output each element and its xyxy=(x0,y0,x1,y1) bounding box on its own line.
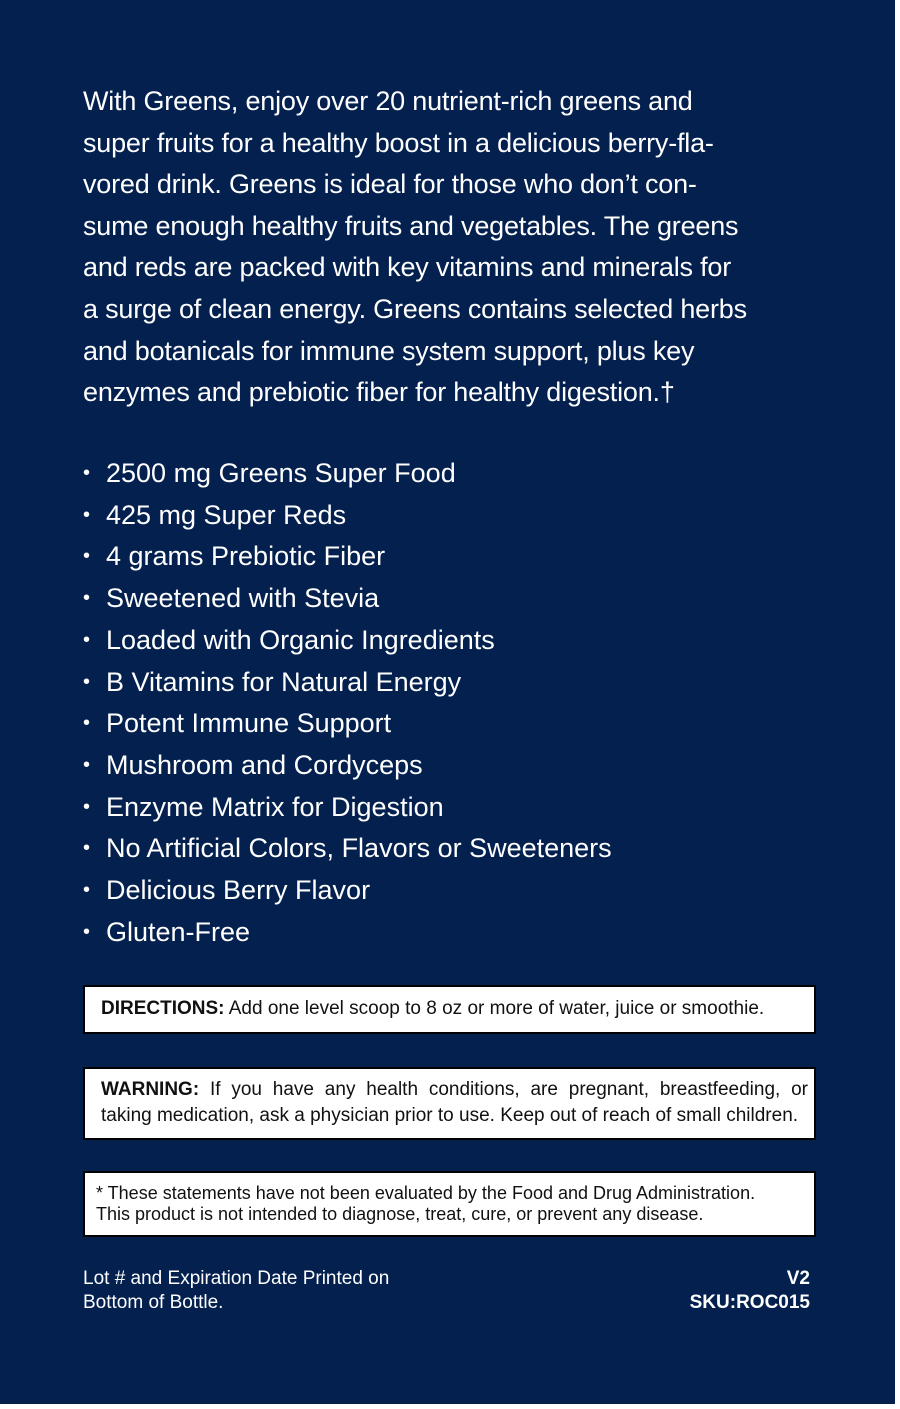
lot-note-line: Bottom of Bottle. xyxy=(83,1292,224,1313)
directions-box xyxy=(83,985,816,1034)
feature-item xyxy=(83,578,783,620)
feature-text: Potent Immune Support xyxy=(106,708,392,739)
description-line: super fruits for a healthy boost in a delicious berry-fla- xyxy=(83,127,714,158)
feature-item xyxy=(83,453,783,495)
bullet-icon: • xyxy=(83,545,91,568)
feature-item xyxy=(83,912,783,954)
feature-item xyxy=(83,495,783,537)
description-line: vored drink. Greens is ideal for those who don’t con- xyxy=(83,169,697,200)
bullet-icon: • xyxy=(83,712,91,735)
feature-item xyxy=(83,703,783,745)
bullet-icon: • xyxy=(83,628,91,651)
bullet-icon: • xyxy=(83,753,91,776)
feature-item xyxy=(83,745,783,787)
feature-text: 425 mg Super Reds xyxy=(106,499,347,530)
feature-text: Gluten-Free xyxy=(106,916,251,947)
bullet-icon: • xyxy=(83,920,91,943)
feature-item xyxy=(83,662,783,704)
directions-text: Add one level scoop to 8 oz or more of water, juice or smoothie. xyxy=(224,998,765,1019)
bullet-icon: • xyxy=(83,837,91,860)
sku-label: SKU:ROC015 xyxy=(689,1292,810,1313)
bullet-icon: • xyxy=(83,795,91,818)
warning-label: WARNING: xyxy=(101,1079,200,1100)
directions-label: DIRECTIONS: xyxy=(101,998,225,1019)
description-line: and reds are packed with key vitamins and minerals for xyxy=(83,252,732,283)
warning-box xyxy=(83,1067,816,1140)
feature-text: Enzyme Matrix for Digestion xyxy=(106,791,444,822)
feature-item xyxy=(83,870,783,912)
feature-text: Delicious Berry Flavor xyxy=(106,875,371,906)
product-description xyxy=(83,81,813,414)
bullet-icon: • xyxy=(83,462,91,484)
feature-text: 2500 mg Greens Super Food xyxy=(106,458,456,488)
bullet-icon: • xyxy=(83,587,91,610)
description-line: a surge of clean energy. Greens contains selected herbs xyxy=(83,293,747,324)
feature-item xyxy=(83,787,783,829)
feature-list xyxy=(83,453,783,953)
feature-item xyxy=(83,828,783,870)
feature-text: B Vitamins for Natural Energy xyxy=(106,666,462,697)
lot-note-line: Lot # and Expiration Date Printed on xyxy=(83,1268,390,1289)
lot-expiration-note xyxy=(83,1267,389,1315)
version-sku-block xyxy=(690,1267,810,1315)
feature-text: Mushroom and Cordyceps xyxy=(106,749,423,780)
disclaimer-line: This product is not intended to diagnose, treat, cure, or prevent any disease. xyxy=(96,1204,704,1224)
feature-text: Sweetened with Stevia xyxy=(106,583,380,614)
description-line: sume enough healthy fruits and vegetables. The greens xyxy=(83,210,739,241)
description-line: With Greens, enjoy over 20 nutrient-rich greens and xyxy=(83,86,693,116)
version-label: V2 xyxy=(786,1268,810,1289)
feature-item xyxy=(83,620,783,662)
description-line: and botanicals for immune system support, plus key xyxy=(83,335,695,366)
warning-text: If you have any health conditions, are pregnant, breastfeeding, or taking medication, ask a physician prior to use. Keep out of reach of small children. xyxy=(101,1079,808,1126)
description-line: enzymes and prebiotic fiber for healthy digestion.† xyxy=(83,377,675,408)
feature-text: 4 grams Prebiotic Fiber xyxy=(106,541,386,572)
disclaimer-line: * These statements have not been evaluated by the Food and Drug Administration. xyxy=(96,1183,756,1203)
fda-disclaimer-box xyxy=(83,1171,816,1237)
bullet-icon: • xyxy=(83,503,91,526)
bullet-icon: • xyxy=(83,879,91,902)
bullet-icon: • xyxy=(83,670,91,693)
feature-item xyxy=(83,536,783,578)
feature-text: No Artificial Colors, Flavors or Sweeteners xyxy=(106,833,612,864)
feature-text: Loaded with Organic Ingredients xyxy=(106,624,495,655)
